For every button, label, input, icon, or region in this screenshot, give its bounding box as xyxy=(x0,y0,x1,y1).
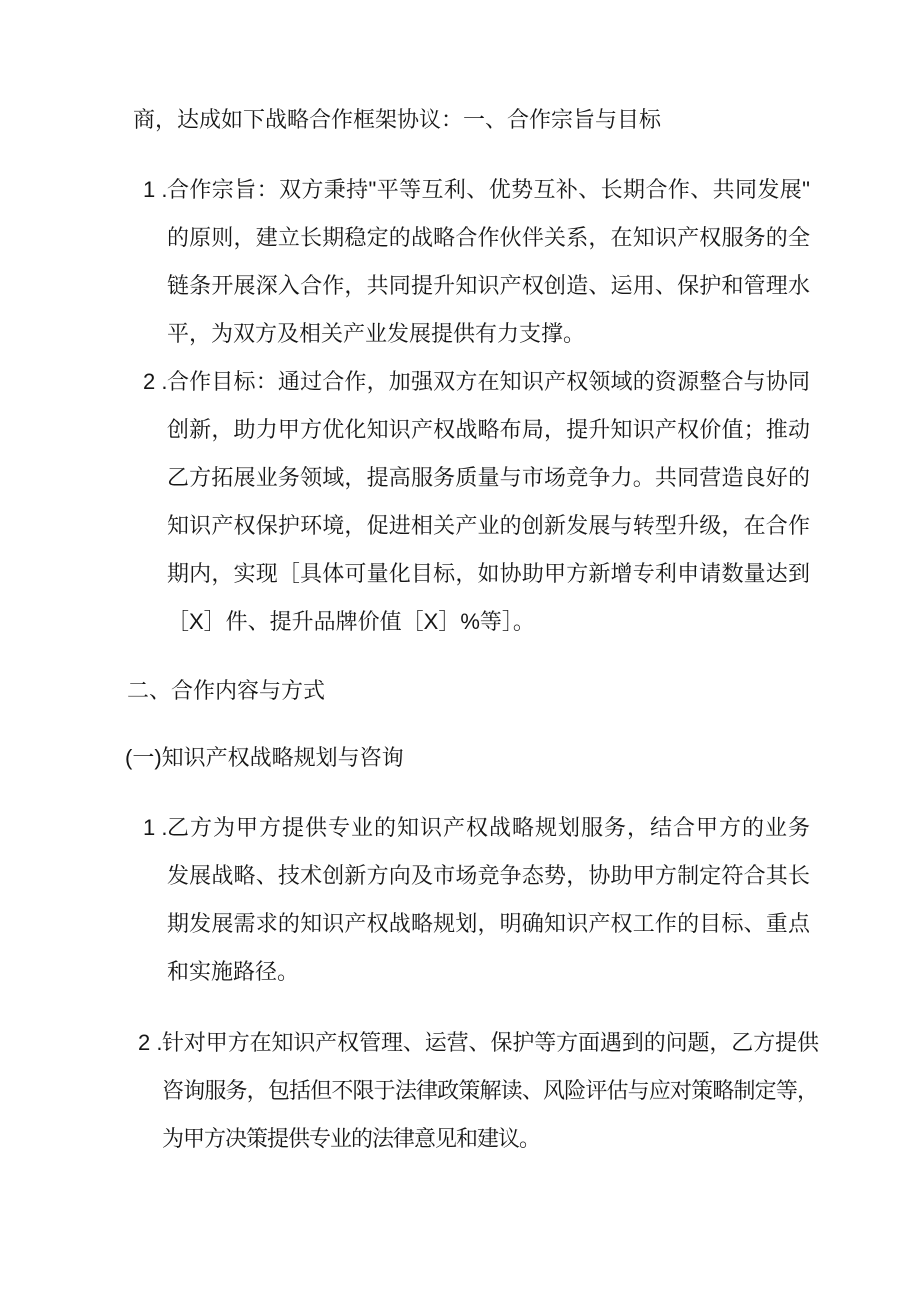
body-line: 发展战略、技术创新方向及市场竞争态势，协助甲方制定符合其长 xyxy=(167,863,810,888)
body-line: 创新，助力甲方优化知识产权战略布局，提升知识产权价值；推动 xyxy=(167,417,810,442)
body-line: 的原则，建立长期稳定的战略合作伙伴关系，在知识产权服务的全 xyxy=(167,225,810,250)
body-line: 乙方拓展业务领域，提高服务质量与市场竞争力。共同营造良好的 xyxy=(167,465,810,490)
list-marker: 1 . xyxy=(143,177,168,202)
intro-line: 商，达成如下战略合作框架协议：一、合作宗旨与目标 xyxy=(133,107,662,132)
body-line: 合作目标：通过合作，加强双方在知识产权领域的资源整合与协同 xyxy=(167,369,810,394)
body-line: 针对甲方在知识产权管理、运营、保护等方面遇到的问题，乙方提供 xyxy=(162,1030,818,1055)
body-line: 链条开展深入合作，共同提升知识产权创造、运用、保护和管理水 xyxy=(167,273,810,298)
list-item-purpose xyxy=(143,166,810,358)
body-line: 平，为双方及相关产业发展提供有力支撑。 xyxy=(167,321,586,346)
list-item-strategy-service xyxy=(143,804,810,996)
section-heading: 二、合作内容与方式 xyxy=(127,678,326,703)
body-line: 知识产权保护环境，促进相关产业的创新发展与转型升级，在合作 xyxy=(167,513,810,538)
body-line: 期内，实现［具体可量化目标，如协助甲方新增专利申请数量达到 xyxy=(167,561,810,586)
body-line: 为甲方决策提供专业的法律意见和建议。 xyxy=(162,1126,541,1151)
body-line: 合作宗旨：双方秉持"平等互利、优势互补、长期合作、共同发展" xyxy=(167,177,810,202)
body-line: 和实施路径。 xyxy=(167,959,300,984)
body-line: 期发展需求的知识产权战略规划，明确知识产权工作的目标、重点 xyxy=(167,911,810,936)
list-item-goals xyxy=(143,358,810,646)
list-marker: 2 . xyxy=(138,1030,163,1055)
body-line: 咨询服务，包括但不限于法律政策解读、风险评估与应对策略制定等， xyxy=(162,1078,818,1103)
subsection-heading: (一)知识产权战略规划与咨询 xyxy=(125,745,404,770)
body-line: ［X］件、提升品牌价值［X］%等］。 xyxy=(167,609,535,634)
list-marker: 1 . xyxy=(143,815,168,840)
body-line: 乙方为甲方提供专业的知识产权战略规划服务，结合甲方的业务 xyxy=(167,815,810,840)
list-item-consulting-service xyxy=(138,1019,818,1163)
list-marker: 2 . xyxy=(143,369,168,394)
